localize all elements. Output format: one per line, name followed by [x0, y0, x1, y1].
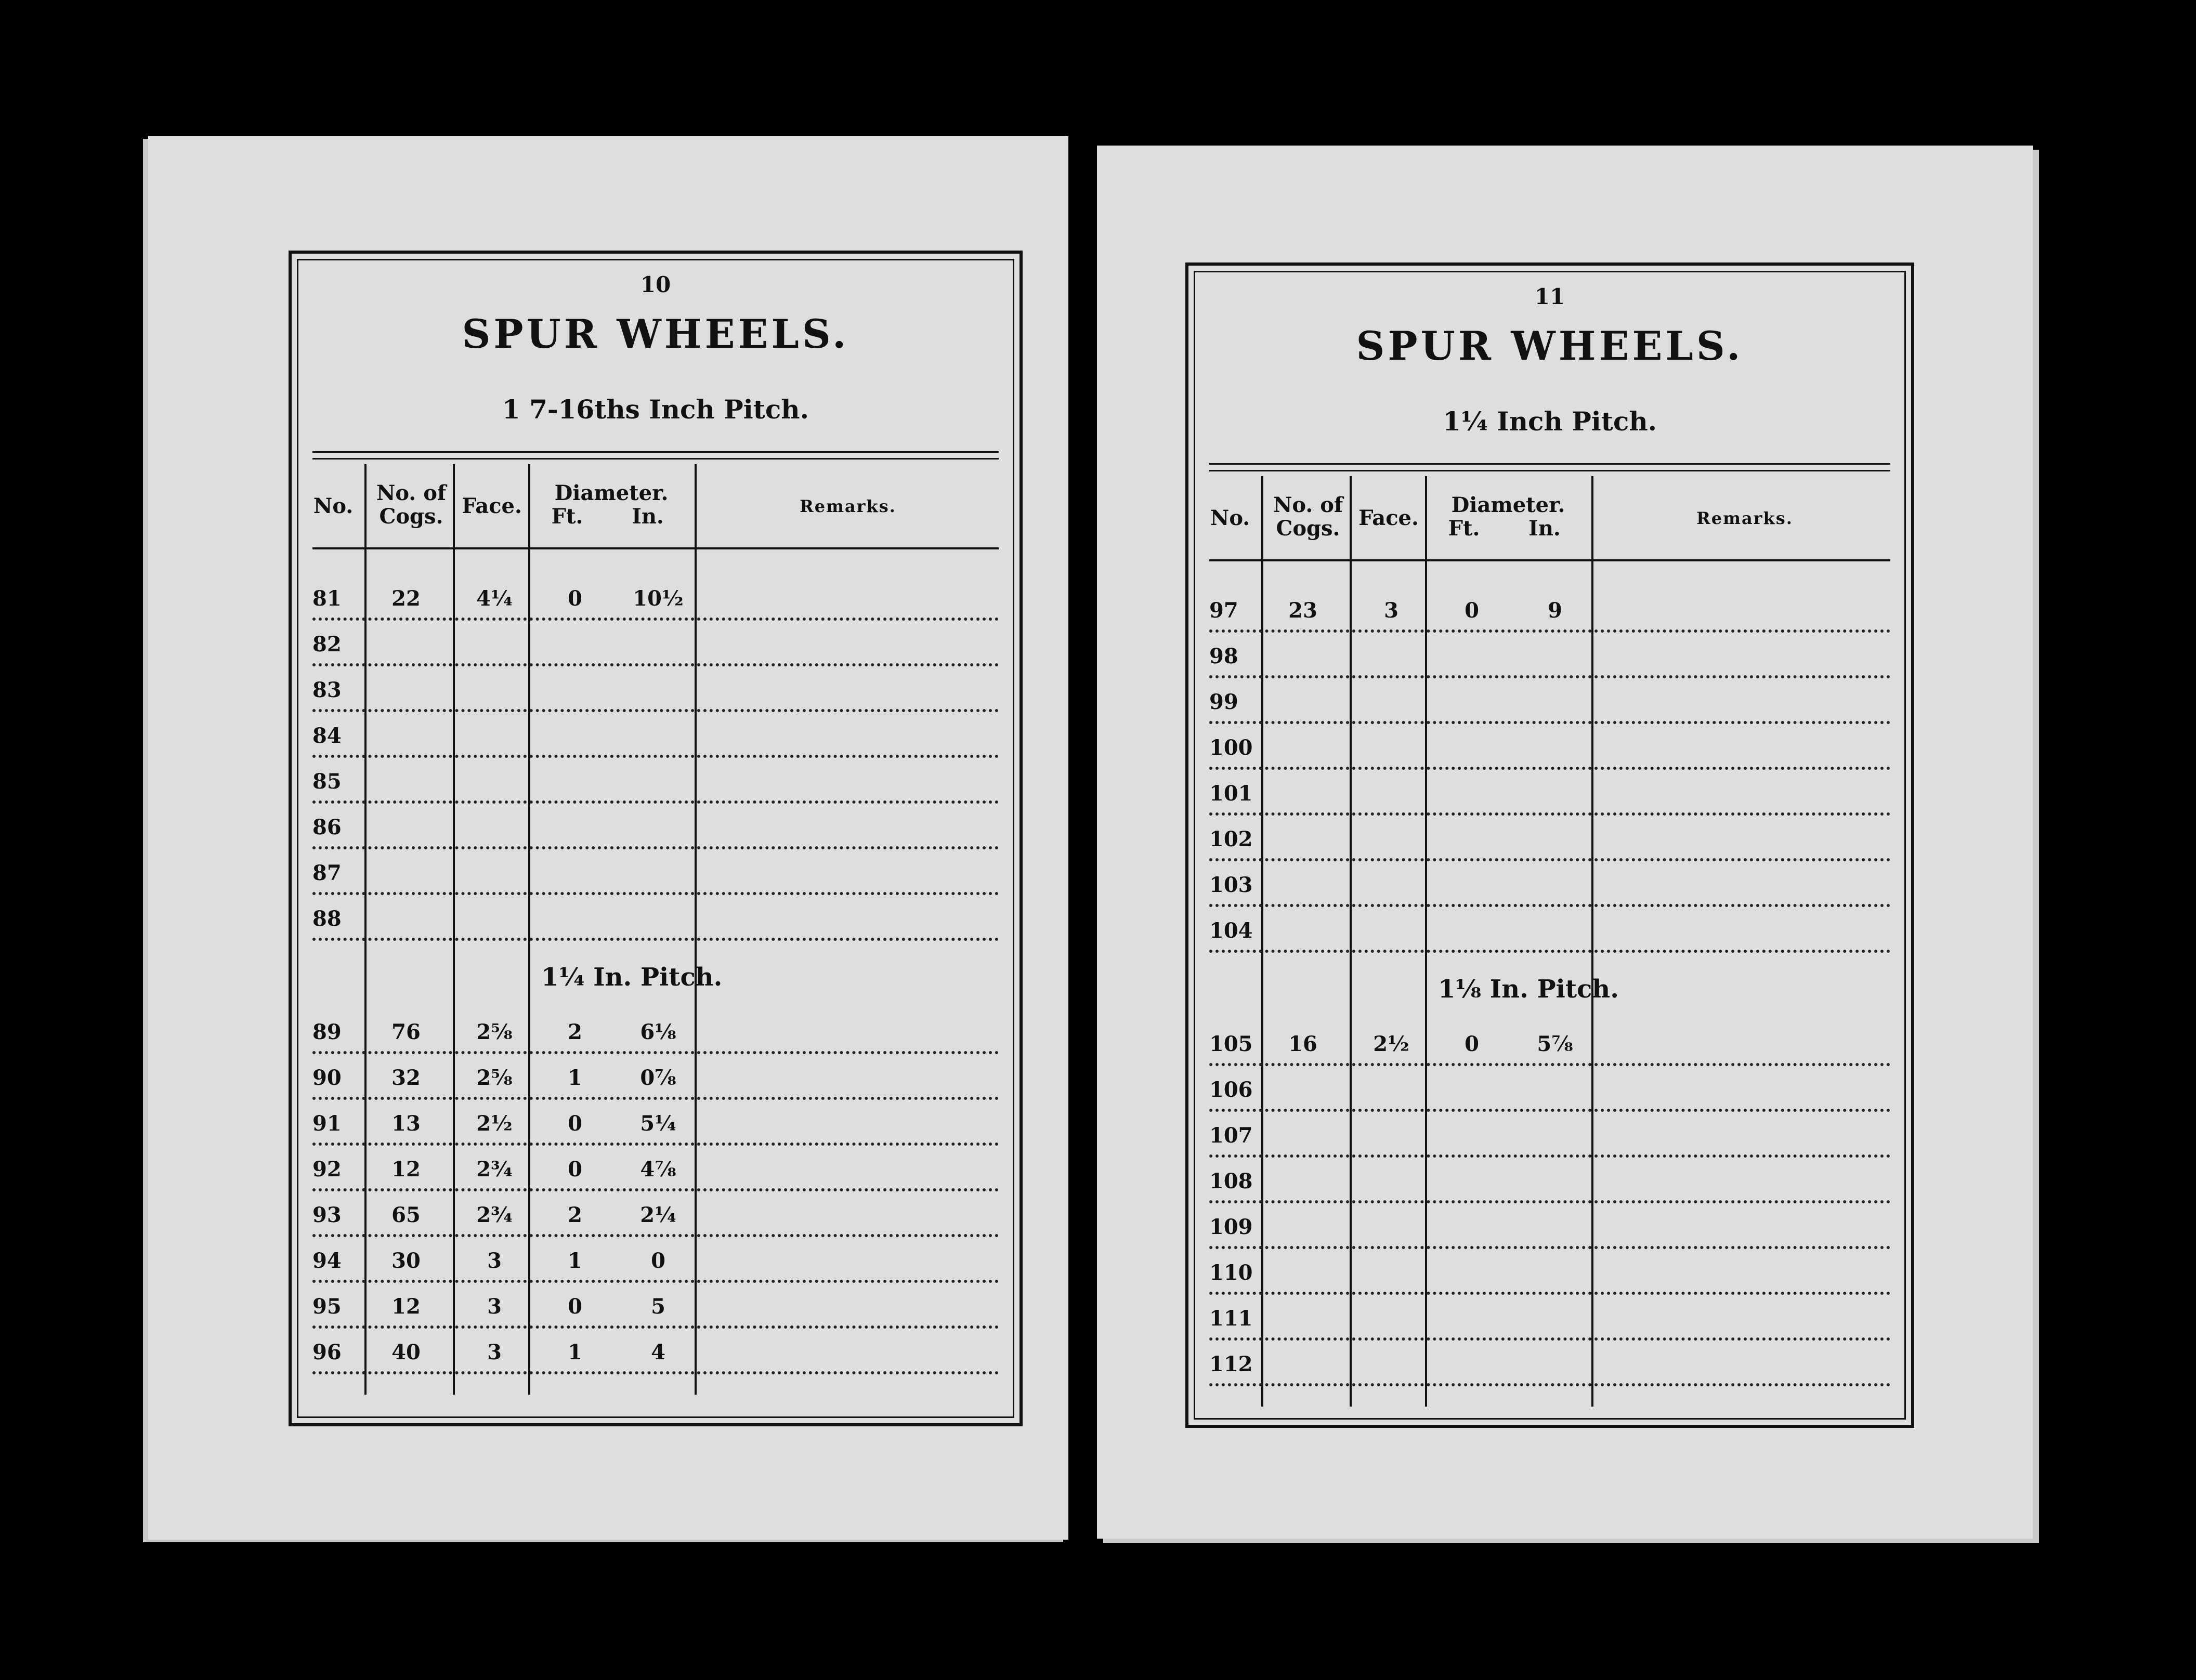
row-number: 103 — [1209, 873, 1253, 897]
header-diameter: Diameter. — [554, 481, 669, 505]
row-number: 99 — [1209, 690, 1238, 714]
diameter-ft-value: 0 — [1465, 598, 1479, 623]
diameter-in-value: 6⅛ — [640, 1020, 676, 1044]
row-number: 88 — [312, 907, 342, 931]
diameter-ft-value: 0 — [568, 586, 582, 611]
row-dotted-leader — [312, 663, 999, 666]
diameter-ft-value: 1 — [568, 1066, 582, 1090]
header-cogs-2: Cogs. — [379, 504, 443, 529]
row-number: 100 — [1209, 736, 1253, 760]
row-number: 97 — [1209, 598, 1238, 623]
column-divider — [1261, 476, 1263, 1407]
header-face: Face. — [1358, 506, 1419, 530]
title-rule — [312, 451, 999, 460]
header-ft: Ft. — [1448, 516, 1480, 541]
row-dotted-leader — [312, 1097, 999, 1100]
row-number: 104 — [1209, 918, 1253, 943]
right-page — [1097, 146, 2033, 1539]
page-title: SPUR WHEELS. — [462, 311, 849, 357]
column-divider — [528, 464, 530, 1395]
row-number: 101 — [1209, 781, 1253, 806]
row-number: 106 — [1209, 1078, 1253, 1102]
cogs-value: 22 — [391, 586, 421, 611]
column-divider — [453, 464, 455, 1395]
left-page — [148, 136, 1068, 1540]
row-dotted-leader — [1209, 812, 1890, 816]
face-value: 2⅝ — [476, 1020, 513, 1044]
row-dotted-leader — [1209, 1337, 1890, 1341]
header-in: In. — [632, 504, 664, 529]
column-divider — [364, 464, 367, 1395]
cogs-value: 13 — [391, 1111, 421, 1136]
right-table-frame — [1185, 262, 1914, 1428]
row-dotted-leader — [1209, 1200, 1890, 1203]
header-cogs-2: Cogs. — [1276, 516, 1340, 541]
page-subtitle: 1¼ Inch Pitch. — [1442, 406, 1657, 437]
row-dotted-leader — [1209, 1154, 1890, 1158]
row-number: 83 — [312, 678, 342, 702]
row-dotted-leader — [1209, 1109, 1890, 1112]
page-number: 10 — [640, 272, 671, 297]
row-dotted-leader — [1209, 1246, 1890, 1249]
diameter-ft-value: 0 — [568, 1294, 582, 1319]
header-remarks: Remarks. — [800, 496, 896, 516]
cogs-value: 12 — [391, 1294, 421, 1319]
row-dotted-leader — [1209, 721, 1890, 724]
header-cogs-1: No. of — [376, 481, 447, 505]
header-face: Face. — [462, 494, 522, 518]
header-rule — [312, 547, 999, 549]
face-value: 3 — [487, 1249, 502, 1273]
diameter-ft-value: 1 — [568, 1340, 582, 1364]
page-subtitle: 1 7-16ths Inch Pitch. — [502, 394, 809, 425]
row-dotted-leader — [1209, 904, 1890, 907]
section-label: 1¼ In. Pitch. — [541, 963, 723, 992]
row-number: 94 — [312, 1249, 342, 1273]
row-number: 107 — [1209, 1123, 1253, 1148]
diameter-ft-value: 2 — [568, 1020, 582, 1044]
row-number: 91 — [312, 1111, 342, 1136]
row-number: 110 — [1209, 1261, 1253, 1285]
cogs-value: 12 — [391, 1157, 421, 1182]
column-divider — [695, 464, 697, 1395]
diameter-ft-value: 0 — [568, 1157, 582, 1182]
face-value: 3 — [487, 1294, 502, 1319]
header-diameter: Diameter. — [1451, 493, 1565, 517]
face-value: 2¾ — [476, 1203, 513, 1227]
row-dotted-leader — [312, 1234, 999, 1237]
header-cogs-1: No. of — [1273, 493, 1343, 517]
cogs-value: 16 — [1288, 1032, 1317, 1056]
row-dotted-leader — [1209, 629, 1890, 633]
cogs-value: 40 — [391, 1340, 421, 1364]
row-number: 84 — [312, 724, 342, 748]
face-value: 4¼ — [476, 586, 513, 611]
row-dotted-leader — [312, 1371, 999, 1374]
diameter-in-value: 5¼ — [640, 1111, 676, 1136]
cogs-value: 32 — [391, 1066, 421, 1090]
row-number: 108 — [1209, 1169, 1253, 1193]
diameter-ft-value: 2 — [568, 1203, 582, 1227]
face-value: 2½ — [1373, 1032, 1409, 1056]
row-dotted-leader — [312, 1051, 999, 1054]
row-number: 89 — [312, 1020, 342, 1044]
cogs-value: 76 — [391, 1020, 421, 1044]
cogs-value: 30 — [391, 1249, 421, 1273]
row-number: 105 — [1209, 1032, 1253, 1056]
diameter-ft-value: 1 — [568, 1249, 582, 1273]
diameter-ft-value: 0 — [1465, 1032, 1479, 1056]
face-value: 2½ — [476, 1111, 513, 1136]
column-divider — [1425, 476, 1427, 1407]
row-number: 111 — [1209, 1306, 1253, 1331]
row-dotted-leader — [312, 709, 999, 712]
row-number: 81 — [312, 586, 342, 611]
diameter-ft-value: 0 — [568, 1111, 582, 1136]
page-title: SPUR WHEELS. — [1356, 323, 1744, 369]
row-number: 92 — [312, 1157, 342, 1182]
face-value: 3 — [1384, 598, 1398, 623]
row-dotted-leader — [1209, 1383, 1890, 1386]
page-number: 11 — [1534, 284, 1565, 309]
diameter-in-value: 10½ — [633, 586, 684, 611]
row-dotted-leader — [1209, 1292, 1890, 1295]
diameter-in-value: 4 — [651, 1340, 665, 1364]
face-value: 3 — [487, 1340, 502, 1364]
diameter-in-value: 2¼ — [640, 1203, 676, 1227]
row-number: 85 — [312, 769, 342, 794]
row-dotted-leader — [1209, 1063, 1890, 1066]
row-number: 82 — [312, 632, 342, 657]
header-ft: Ft. — [551, 504, 583, 529]
diameter-in-value: 0 — [651, 1249, 665, 1273]
row-dotted-leader — [312, 846, 999, 849]
row-number: 93 — [312, 1203, 342, 1227]
header-remarks: Remarks. — [1696, 508, 1793, 528]
row-dotted-leader — [312, 800, 999, 804]
row-number: 87 — [312, 861, 342, 885]
row-dotted-leader — [312, 938, 999, 941]
row-number: 95 — [312, 1294, 342, 1319]
cogs-value: 23 — [1288, 598, 1317, 623]
face-value: 2¾ — [476, 1157, 513, 1182]
header-in: In. — [1528, 516, 1561, 541]
title-rule — [1209, 463, 1890, 471]
column-divider — [1591, 476, 1593, 1407]
row-number: 109 — [1209, 1215, 1253, 1239]
row-number: 112 — [1209, 1352, 1253, 1376]
row-dotted-leader — [312, 618, 999, 621]
row-dotted-leader — [1209, 767, 1890, 770]
row-number: 86 — [312, 815, 342, 839]
cogs-value: 65 — [391, 1203, 421, 1227]
row-dotted-leader — [1209, 950, 1890, 953]
row-dotted-leader — [312, 1325, 999, 1329]
row-dotted-leader — [312, 1188, 999, 1191]
row-dotted-leader — [312, 892, 999, 895]
row-dotted-leader — [312, 1143, 999, 1146]
diameter-in-value: 9 — [1548, 598, 1562, 623]
book-gutter — [1068, 136, 1097, 1540]
diameter-in-value: 5⅞ — [1537, 1032, 1573, 1056]
header-no: No. — [313, 494, 354, 518]
diameter-in-value: 5 — [651, 1294, 665, 1319]
column-divider — [1350, 476, 1352, 1407]
section-label: 1⅛ In. Pitch. — [1438, 975, 1619, 1004]
row-number: 102 — [1209, 827, 1253, 851]
row-number: 96 — [312, 1340, 342, 1364]
row-dotted-leader — [1209, 675, 1890, 678]
face-value: 2⅝ — [476, 1066, 513, 1090]
header-rule — [1209, 559, 1890, 561]
header-no: No. — [1210, 506, 1250, 530]
left-table-frame — [289, 251, 1023, 1426]
row-number: 90 — [312, 1066, 342, 1090]
row-number: 98 — [1209, 644, 1238, 668]
diameter-in-value: 0⅞ — [640, 1066, 676, 1090]
row-dotted-leader — [312, 1280, 999, 1283]
diameter-in-value: 4⅞ — [640, 1157, 676, 1182]
row-dotted-leader — [312, 755, 999, 758]
row-dotted-leader — [1209, 858, 1890, 861]
